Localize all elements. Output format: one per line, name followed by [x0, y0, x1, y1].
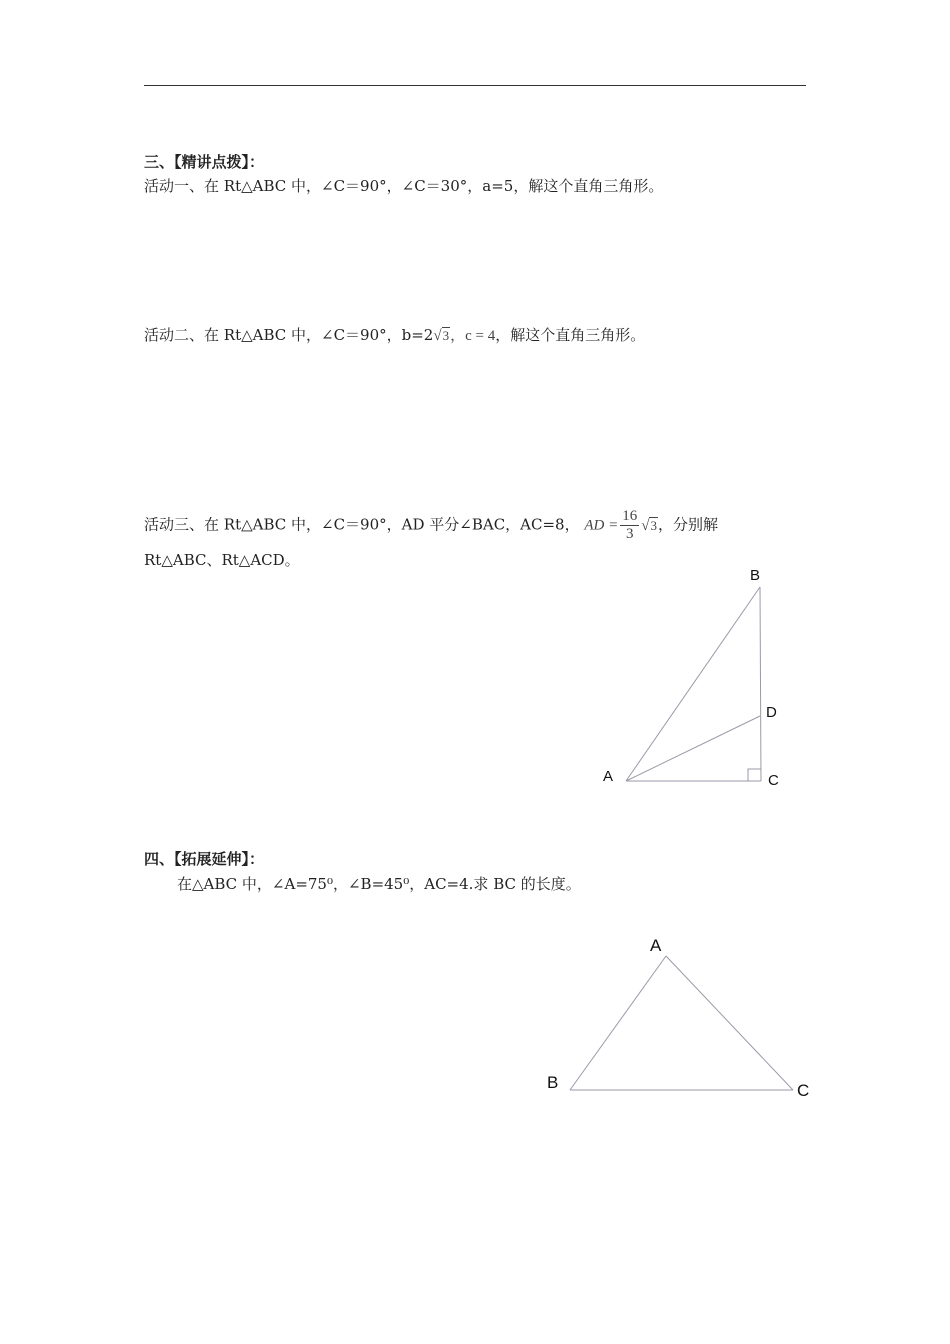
- activity3-pre: 活动三、在 Rt△ABC 中，∠C＝90°，AD 平分∠BAC，AC=8，: [144, 515, 580, 534]
- label-A: A: [603, 768, 614, 785]
- segment-BA: [570, 956, 666, 1090]
- sqrt-radicand: 3: [442, 328, 450, 343]
- activity3-line2: Rt△ABC、Rt△ACD。: [144, 551, 300, 569]
- segment-AD: [626, 716, 760, 781]
- fraction-denominator: 3: [626, 526, 634, 542]
- label-D: D: [766, 704, 777, 721]
- label-C: C: [768, 772, 779, 789]
- fraction-numerator: 16: [622, 508, 638, 524]
- label-C: C: [797, 1081, 810, 1100]
- activity3-lhs: AD =: [584, 517, 619, 534]
- activity2-pre: 活动二、在 Rt△ABC 中，∠C＝90°，b=2: [144, 326, 434, 344]
- label-A: A: [650, 936, 662, 955]
- section3-heading: 三、【精讲点拨】：: [144, 153, 265, 171]
- section4-problem: 在△ABC 中，∠A=75⁰，∠B=45⁰，AC=4.求 BC 的长度。: [177, 875, 581, 893]
- activity3-post: ，分别解: [657, 515, 718, 534]
- section4-heading: 四、【拓展延伸】：: [144, 850, 265, 868]
- activity2-c-value: ，c = 4: [450, 328, 496, 344]
- label-B: B: [750, 567, 761, 584]
- activity1-text: 活动一、在 Rt△ABC 中，∠C＝90°，∠C＝30°，a=5，解这个直角三角形。: [144, 177, 664, 195]
- segment-AC: [666, 956, 793, 1090]
- sqrt-expression: √3: [433, 328, 450, 344]
- right-triangle-figure: [626, 587, 761, 781]
- segment-BC: [760, 587, 761, 781]
- sqrt-radicand: 3: [650, 517, 657, 533]
- activity2-post: ，解这个直角三角形。: [495, 326, 646, 344]
- sqrt-expression: √3: [641, 517, 657, 534]
- segment-AB: [626, 587, 760, 781]
- label-B: B: [547, 1073, 559, 1092]
- right-angle-mark: [748, 769, 761, 781]
- triangle-figure: [570, 956, 793, 1090]
